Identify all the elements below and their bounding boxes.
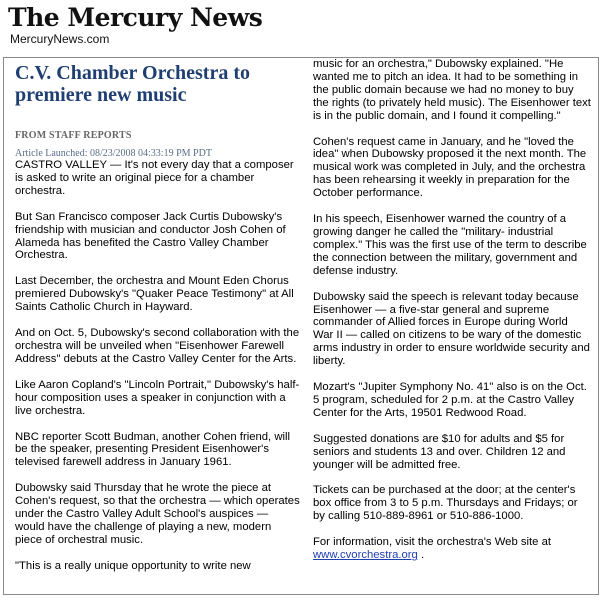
paragraph: Tickets can be purchased at the door; at the center's box office from 3 to 5 p.m. Thursdays and Fridays; or by calling 510-889-8961 or 510-886-1000. — [313, 484, 578, 523]
article-right-column — [313, 58, 591, 575]
byline: FROM STAFF REPORTS — [15, 130, 132, 141]
paragraph: Suggested donations are $10 for adults and $5 for seniors and students 13 and over. Children 12 and younger will be admitted free. — [313, 432, 566, 471]
paragraph: Mozart's "Jupiter Symphony No. 41" also is on the Oct. 5 program, scheduled for 2 p.m. at the Castro Valley Center for the Arts, 19501 Redwood Road. — [313, 381, 587, 419]
mercury-news-logo: The Mercury News — [8, 3, 263, 32]
paragraph: Dubowsky said Thursday that he wrote the piece at Cohen's request, so that the orchestra — which operates under the Castro Valley Adult School's auspices — would have the challenge of playing a new, modern piece of orchestral music. — [15, 482, 300, 546]
paragraph: But San Francisco composer Jack Curtis Dubowsky's friendship with musician and conductor Josh Cohen of Alameda has benefited the Castro Valley Chamber Orchestra. — [15, 210, 286, 262]
paragraph: "This is a really unique opportunity to write new — [15, 559, 251, 572]
orchestra-website-link[interactable]: www.cvorchestra.org — [313, 549, 418, 562]
paragraph: Cohen's request came in January, and he "loved the idea" when Dubowsky proposed it the next month. The musical work was completed in July, and the orchestra has been rehearsing it weekly in preparation for the October performance. — [313, 135, 587, 200]
paragraph: music for an orchestra," Dubowsky explained. "He wanted me to pitch an idea. It had to be something in the public domain because we had no money to buy the rights (to privately held music). The Eisenhower text is in the public domain, and I found it compelling." — [313, 58, 591, 122]
paragraph: Like Aaron Copland's "Lincoln Portrait," Dubowsky's half-hour composition uses a speaker in conjunction with a live orchestra. — [15, 378, 300, 417]
article-headline: C.V. Chamber Orchestra to premiere new music — [15, 62, 250, 106]
paragraph: Dubowsky said the speech is relevant today because Eisenhower — a five-star general and supreme commander of Allied forces in Europe during World War II — called on citizens to be wary of the domestic arms industry in order to ensure worldwide security and liberty. — [313, 290, 590, 368]
site-name: MercuryNews.com — [10, 32, 110, 46]
paragraph: CASTRO VALLEY — It's not every day that a composer is asked to write an original piece for a chamber orchestra. — [15, 159, 294, 197]
info-paragraph — [313, 536, 591, 562]
paragraph: And on Oct. 5, Dubowsky's second collaboration with the orchestra will be unveiled when "Eisenhower Farewell Address" debuts at the Castro Valley Center for the Arts. — [15, 327, 300, 365]
paragraph: In his speech, Eisenhower warned the country of a growing danger he called the "military- industrial complex." This was the first use of the term to describe the connection between the military, government and defense industry. — [313, 213, 587, 277]
masthead — [8, 4, 598, 46]
info-text: For information, visit the orchestra's Web site at — [313, 536, 552, 549]
info-suffix: . — [417, 549, 425, 562]
paragraph: Last December, the orchestra and Mount Eden Chorus premiered Dubowsky's "Quaker Peace Testimony" at All Saints Catholic Church in Hayward. — [15, 275, 294, 314]
paragraph: NBC reporter Scott Budman, another Cohen friend, will be the speaker, presenting President Eisenhower's televised farewell address in January 1961. — [15, 430, 291, 469]
article-launched-date: Article Launched: 08/23/2008 04:33:19 PM PDT — [15, 148, 212, 159]
article-left-column — [15, 62, 300, 586]
